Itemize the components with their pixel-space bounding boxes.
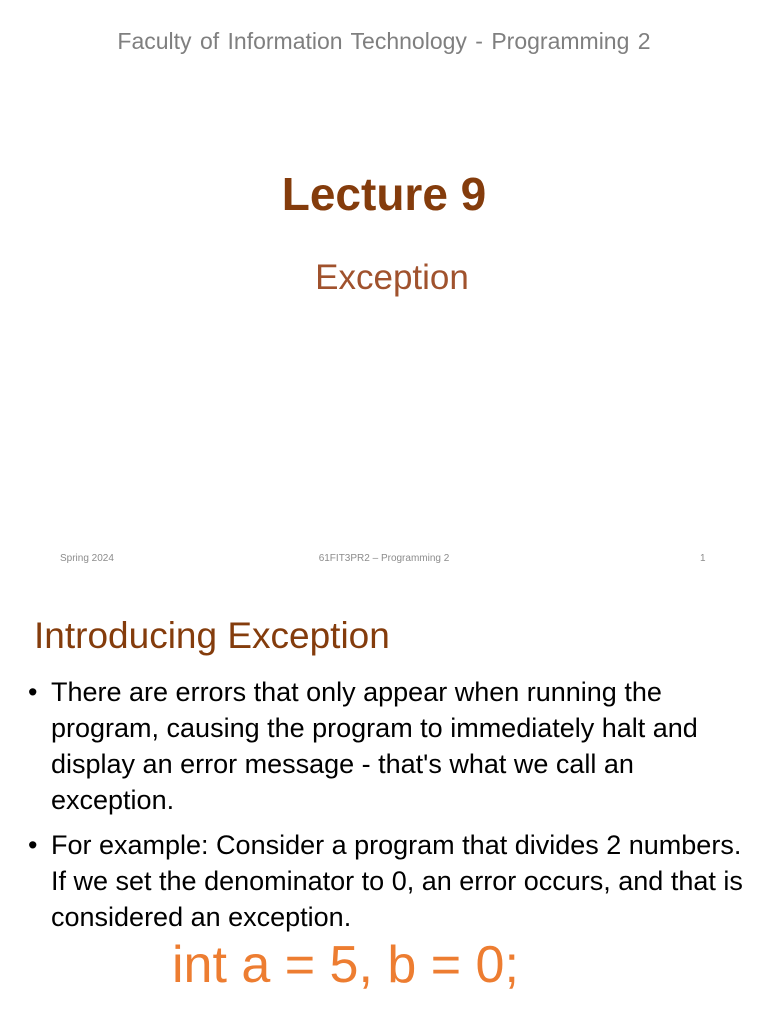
footer-date: Spring 2024 [60,553,114,564]
code-snippet: int a = 5, b = 0; [172,936,519,994]
bullet-text: There are errors that only appear when running the program, causing the program to immediately halt and display an error message - that's what we call an exception. [51,677,698,815]
bullet-text: For example: Consider a program that divides 2 numbers. If we set the denominator to 0, an error occurs, and that is considered an exception. [51,830,743,932]
lecture-subtitle: Exception [315,258,469,297]
lecture-title: Lecture 9 [281,168,487,220]
footer-page-number: 1 [700,553,706,564]
bullet-icon: • [28,677,38,707]
footer-course: 61FIT3PR2 – Programming 2 [318,553,450,564]
bullet-list [28,674,748,944]
bullet-icon: • [28,830,38,860]
bullet-item [28,674,748,818]
slide-title: Introducing Exception [34,615,390,656]
bullet-item [28,827,748,935]
content-slide [0,590,768,1024]
slide-header: Faculty of Information Technology - Programming 2 [117,28,651,54]
